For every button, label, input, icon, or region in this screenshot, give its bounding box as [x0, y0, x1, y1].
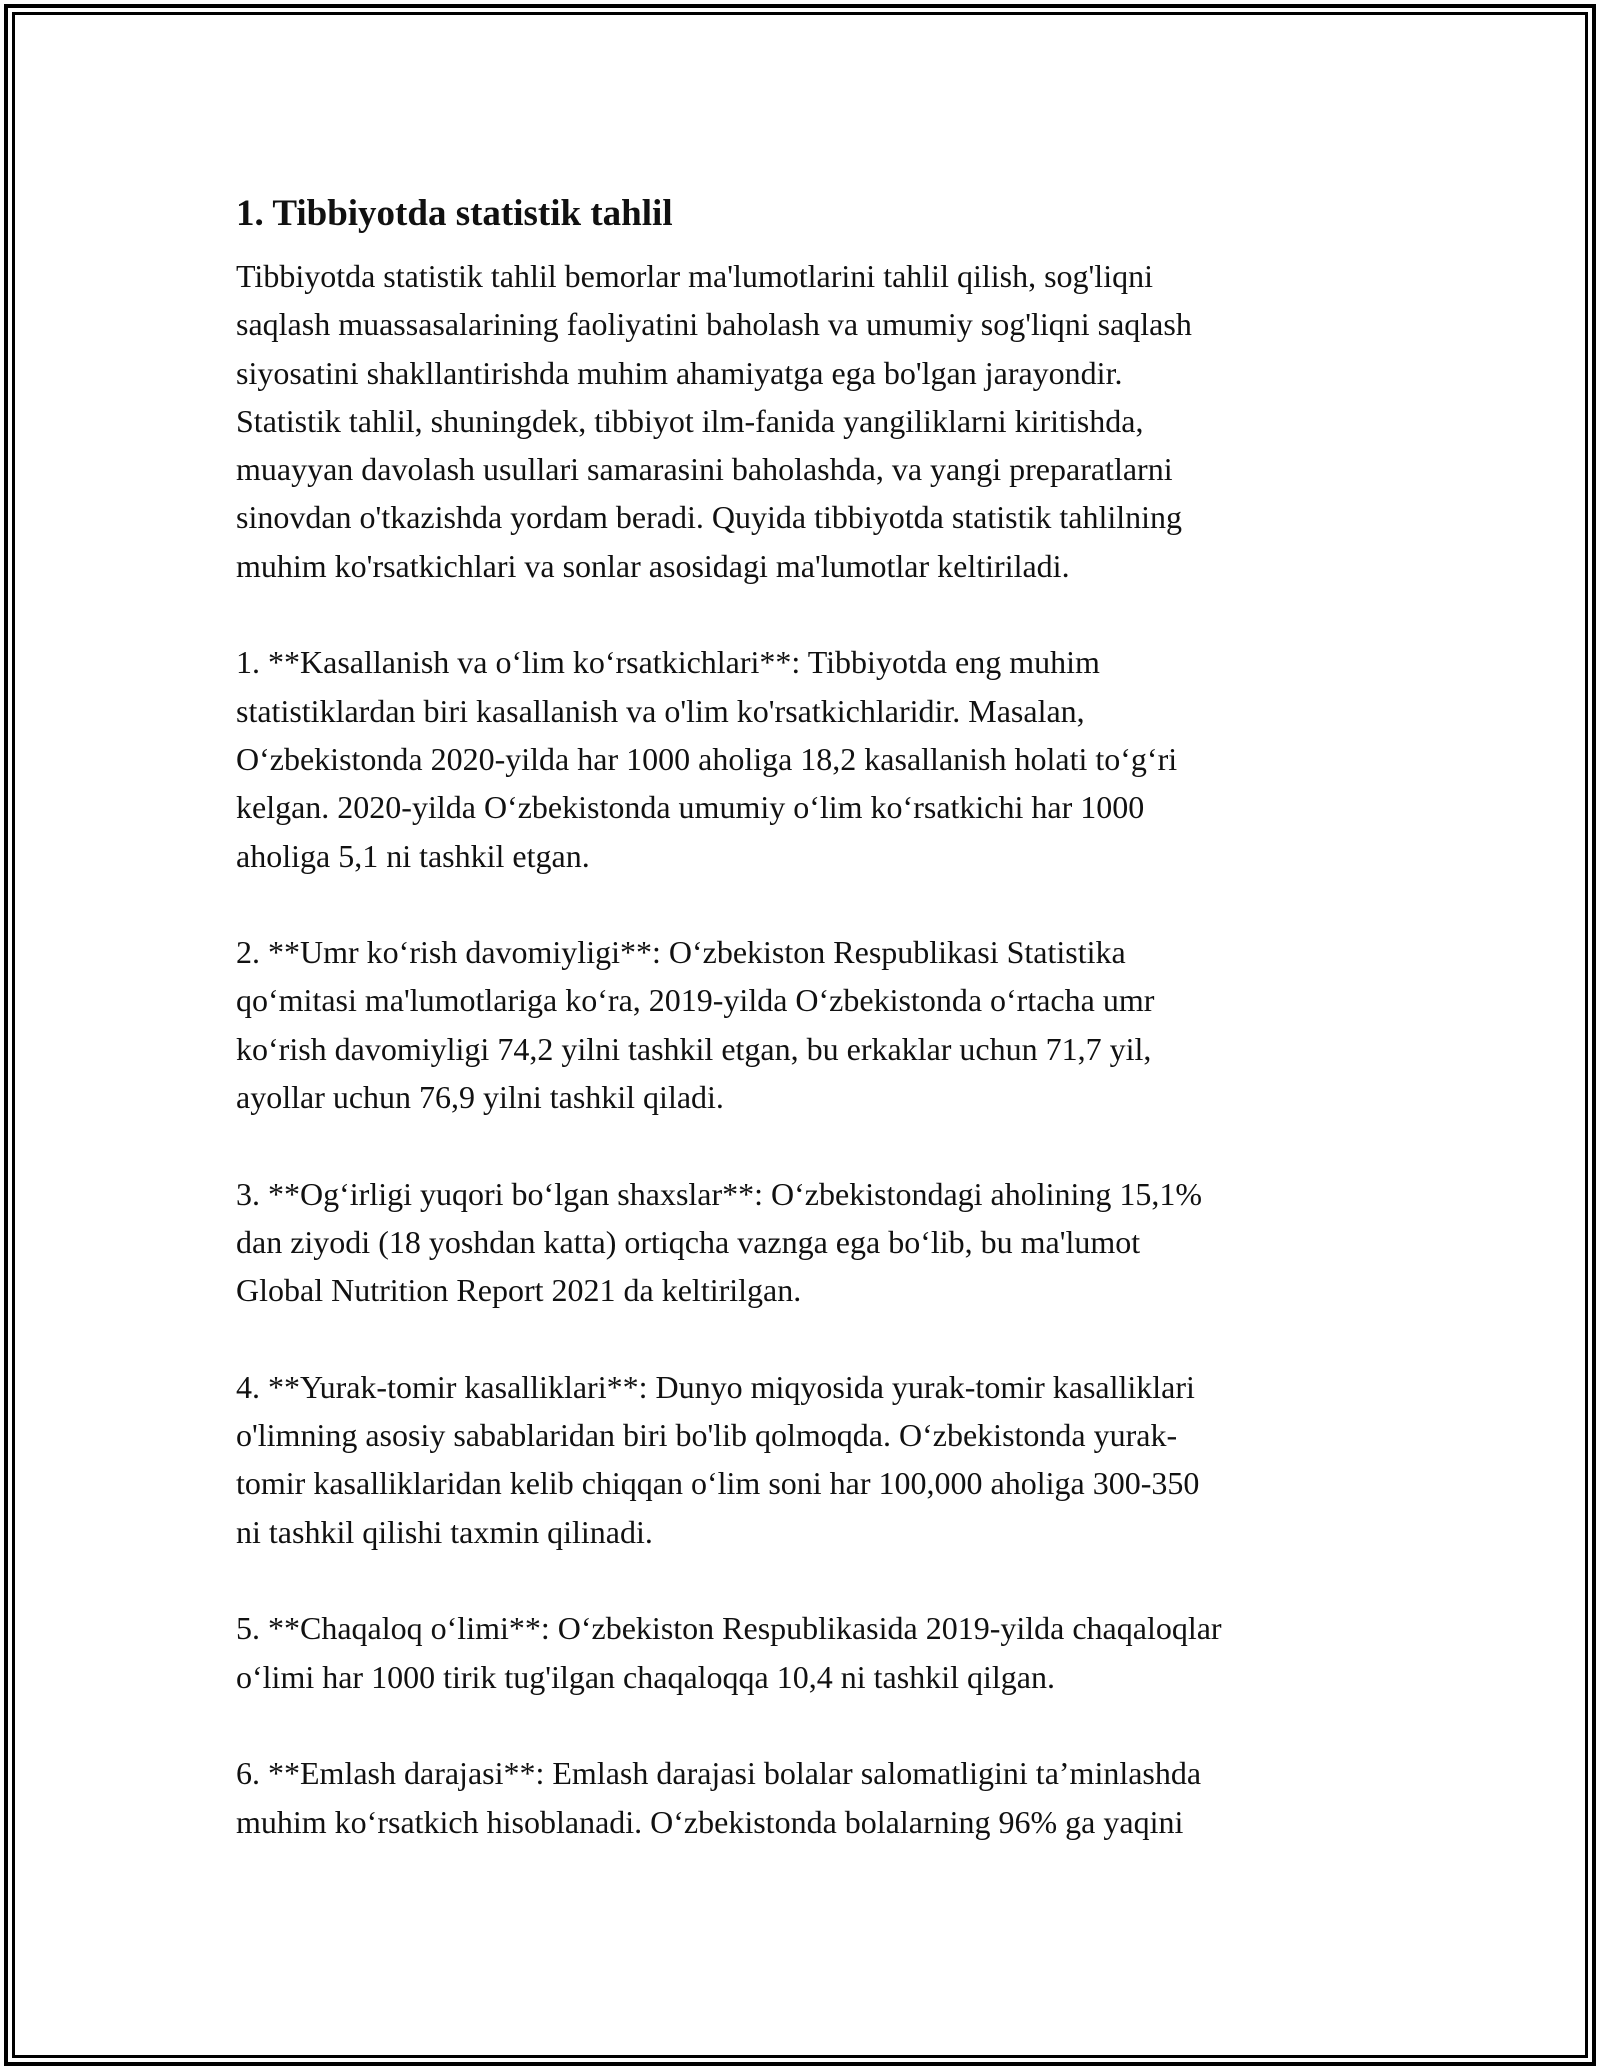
intro-paragraph [236, 252, 1386, 590]
item-overweight [236, 1170, 1386, 1315]
paragraph-line: siyosatini shakllantirishda muhim ahamiyatga ega bo'lgan jarayondir. [236, 354, 1123, 391]
paragraph-line: o‘limi har 1000 tirik tug'ilgan chaqaloqqa 10,4 ni tashkil qilgan. [236, 1658, 1055, 1695]
paragraph-line: 4. **Yurak-tomir kasalliklari**: Dunyo miqyosida yurak-tomir kasalliklari [236, 1368, 1195, 1405]
paragraph-line: Global Nutrition Report 2021 da keltirilgan. [236, 1272, 802, 1309]
paragraph-line: 5. **Chaqaloq o‘limi**: O‘zbekiston Respublikasida 2019-yilda chaqaloqlar [236, 1610, 1222, 1647]
paragraph-line: Tibbiyotda statistik tahlil bemorlar ma'lumotlarini tahlil qilish, sog'liqni [236, 258, 1153, 294]
item-morbidity-mortality [236, 638, 1386, 879]
paragraph-line: muhim ko'rsatkichlari va sonlar asosidagi ma'lumotlar keltiriladi. [236, 547, 1070, 584]
paragraph-line: ayollar uchun 76,9 yilni tashkil qiladi. [236, 1079, 724, 1116]
paragraph-line: 6. **Emlash darajasi**: Emlash darajasi bolalar salomatligini ta’minlashda [236, 1755, 1202, 1792]
paragraph-line: 2. **Umr ko‘rish davomiyligi**: O‘zbekiston Respublikasi Statistika [236, 934, 1126, 971]
paragraph-line: muayyan davolash usullari samarasini baholashda, va yangi preparatlarni [236, 451, 1173, 488]
paragraph-line: ko‘rish davomiyligi 74,2 yilni tashkil etgan, bu erkaklar uchun 71,7 yil, [236, 1030, 1152, 1067]
paragraph-line: dan ziyodi (18 yoshdan katta) ortiqcha vaznga ega bo‘lib, bu ma'lumot [236, 1223, 1141, 1260]
item-life-expectancy [236, 928, 1386, 1121]
paragraph-line: ni tashkil qilishi taxmin qilinadi. [236, 1513, 653, 1550]
paragraph-line: o'limning asosiy sabablaridan biri bo'lib qolmoqda. O‘zbekistonda yurak- [236, 1417, 1178, 1454]
paragraph-line: O‘zbekistonda 2020-yilda har 1000 aholiga 18,2 kasallanish holati to‘g‘ri [236, 740, 1178, 777]
paragraph-line: aholiga 5,1 ni tashkil etgan. [236, 837, 590, 874]
paragraph-line: tomir kasalliklaridan kelib chiqqan o‘lim soni har 100,000 aholiga 300-350 [236, 1465, 1200, 1502]
paragraph-line: kelgan. 2020-yilda O‘zbekistonda umumiy o‘lim ko‘rsatkichi har 1000 [236, 789, 1145, 826]
paragraph-line: 3. **Og‘irligi yuqori bo‘lgan shaxslar**: O‘zbekistondagi aholining 15,1% [236, 1175, 1203, 1212]
document-body [236, 188, 1386, 1894]
paragraph-line: sinovdan o'tkazishda yordam beradi. Quyida tibbiyotda statistik tahlilning [236, 499, 1183, 536]
paragraph-line: 1. **Kasallanish va o‘lim ko‘rsatkichlari**: Tibbiyotda eng muhim [236, 644, 1100, 681]
paragraph-line: muhim ko‘rsatkich hisoblanadi. O‘zbekistonda bolalarning 96% ga yaqini [236, 1803, 1184, 1840]
paragraph-line: saqlash muassasalarining faoliyatini baholash va umumiy sog'liqni saqlash [236, 306, 1192, 343]
item-infant-mortality [236, 1604, 1386, 1701]
page-title: 1. Tibbiyotda statistik tahlil [236, 193, 673, 234]
paragraph-line: statistiklardan biri kasallanish va o'lim ko'rsatkichlaridir. Masalan, [236, 692, 1085, 729]
paragraph-line: qo‘mitasi ma'lumotlariga ko‘ra, 2019-yilda O‘zbekistonda o‘rtacha umr [236, 982, 1155, 1019]
item-cardiovascular [236, 1363, 1386, 1556]
item-vaccination [236, 1749, 1386, 1846]
paragraph-line: Statistik tahlil, shuningdek, tibbiyot ilm-fanida yangiliklarni kiritishda, [236, 402, 1144, 439]
